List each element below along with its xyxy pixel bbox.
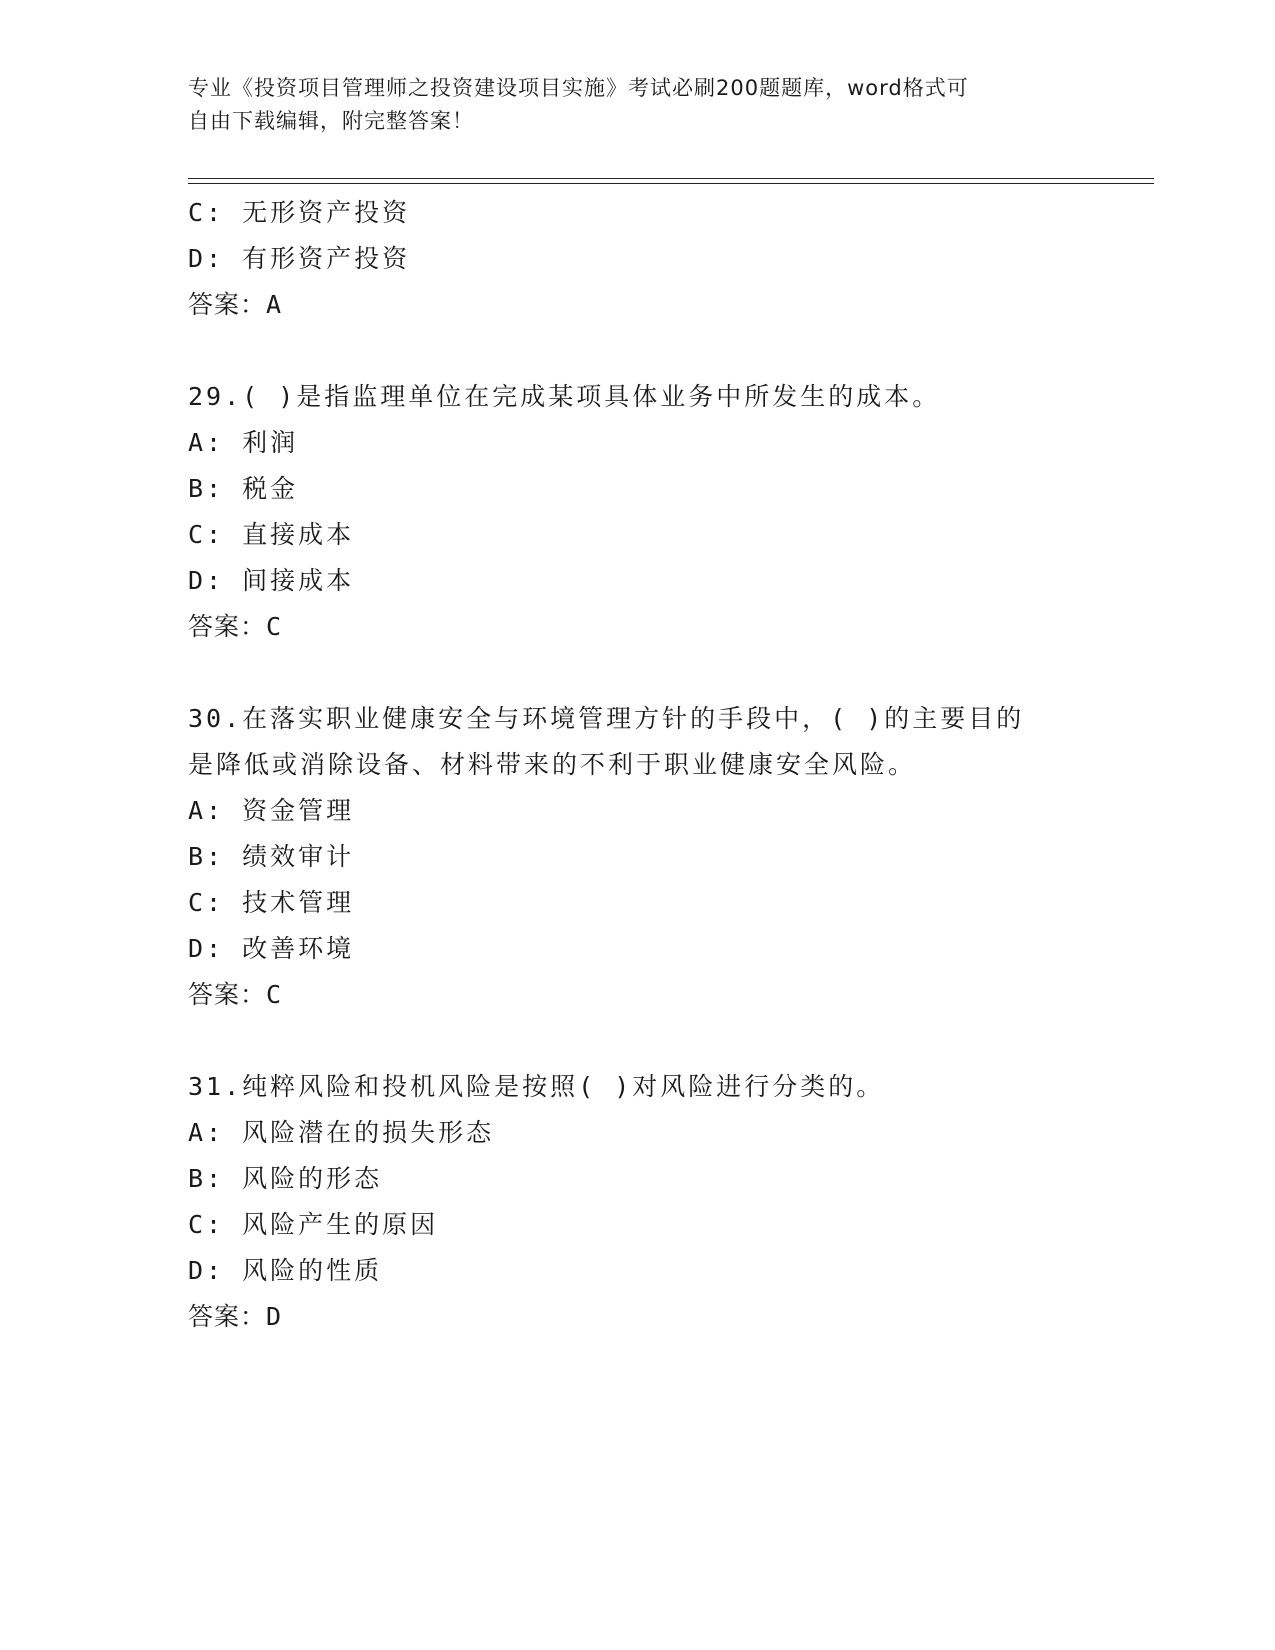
option-letter: D: — [188, 1256, 225, 1285]
header-title-line-1: 专业《投资项目管理师之投资建设项目实施》考试必刷200题题库，word格式可 — [188, 76, 969, 100]
answer-line — [188, 972, 1088, 1018]
option-text: 间接成本 — [242, 566, 355, 595]
header-divider-top — [188, 178, 1154, 179]
option-c — [188, 880, 1088, 926]
question-30 — [188, 696, 1088, 1018]
answer-value: D — [266, 1302, 283, 1331]
option-letter: C: — [188, 888, 225, 917]
option-letter: B: — [188, 842, 225, 871]
option-d — [188, 926, 1088, 972]
spacer — [188, 1018, 1088, 1064]
option-text: 风险的性质 — [242, 1256, 383, 1285]
answer-line — [188, 282, 1088, 328]
option-letter: A: — [188, 796, 225, 825]
spacer — [188, 650, 1088, 696]
question-stem-line-2: 是降低或消除设备、材料带来的不利于职业健康安全风险。 — [188, 750, 917, 779]
option-letter: D: — [188, 934, 225, 963]
option-text: 技术管理 — [242, 888, 355, 917]
answer-label: 答案： — [188, 1302, 267, 1331]
option-text: 无形资产投资 — [242, 198, 411, 227]
document-header — [188, 72, 1068, 138]
header-title-line-2: 自由下载编辑，附完整答案！ — [188, 109, 474, 133]
option-a — [188, 788, 1088, 834]
option-letter: A: — [188, 1118, 225, 1147]
question-stem-line-1: 30.在落实职业健康安全与环境管理方针的手段中，( )的主要目的 — [188, 704, 1025, 733]
option-text: 风险潜在的损失形态 — [242, 1118, 495, 1147]
option-a — [188, 1110, 1088, 1156]
option-text: 税金 — [242, 474, 299, 503]
question-stem: 29.( )是指监理单位在完成某项具体业务中所发生的成本。 — [188, 382, 941, 411]
question-29 — [188, 374, 1088, 650]
option-d — [188, 558, 1088, 604]
answer-line — [188, 604, 1088, 650]
option-b — [188, 834, 1088, 880]
option-text: 绩效审计 — [242, 842, 355, 871]
option-c — [188, 190, 1088, 236]
question-28-tail — [188, 190, 1088, 328]
option-text: 资金管理 — [242, 796, 355, 825]
answer-label: 答案： — [188, 980, 267, 1009]
answer-value: C — [266, 612, 283, 641]
option-letter: C: — [188, 520, 225, 549]
header-divider-bottom — [188, 183, 1154, 184]
answer-label: 答案： — [188, 290, 267, 319]
answer-line — [188, 1294, 1088, 1340]
option-a — [188, 420, 1088, 466]
option-text: 风险的形态 — [242, 1164, 383, 1193]
option-letter: D: — [188, 566, 225, 595]
option-letter: A: — [188, 428, 225, 457]
option-text: 改善环境 — [242, 934, 355, 963]
option-d — [188, 236, 1088, 282]
option-letter: C: — [188, 198, 225, 227]
option-letter: B: — [188, 1164, 225, 1193]
option-text: 利润 — [242, 428, 299, 457]
option-letter: D: — [188, 244, 225, 273]
answer-value: C — [266, 980, 283, 1009]
option-letter: C: — [188, 1210, 225, 1239]
answer-value: A — [266, 290, 283, 319]
option-text: 直接成本 — [242, 520, 355, 549]
option-letter: B: — [188, 474, 225, 503]
option-text: 风险产生的原因 — [242, 1210, 439, 1239]
option-c — [188, 1202, 1088, 1248]
option-c — [188, 512, 1088, 558]
spacer — [188, 328, 1088, 374]
question-list — [188, 190, 1088, 1340]
question-31 — [188, 1064, 1088, 1340]
option-b — [188, 466, 1088, 512]
answer-label: 答案： — [188, 612, 267, 641]
option-text: 有形资产投资 — [242, 244, 411, 273]
option-d — [188, 1248, 1088, 1294]
question-stem: 31.纯粹风险和投机风险是按照( )对风险进行分类的。 — [188, 1072, 885, 1101]
option-b — [188, 1156, 1088, 1202]
